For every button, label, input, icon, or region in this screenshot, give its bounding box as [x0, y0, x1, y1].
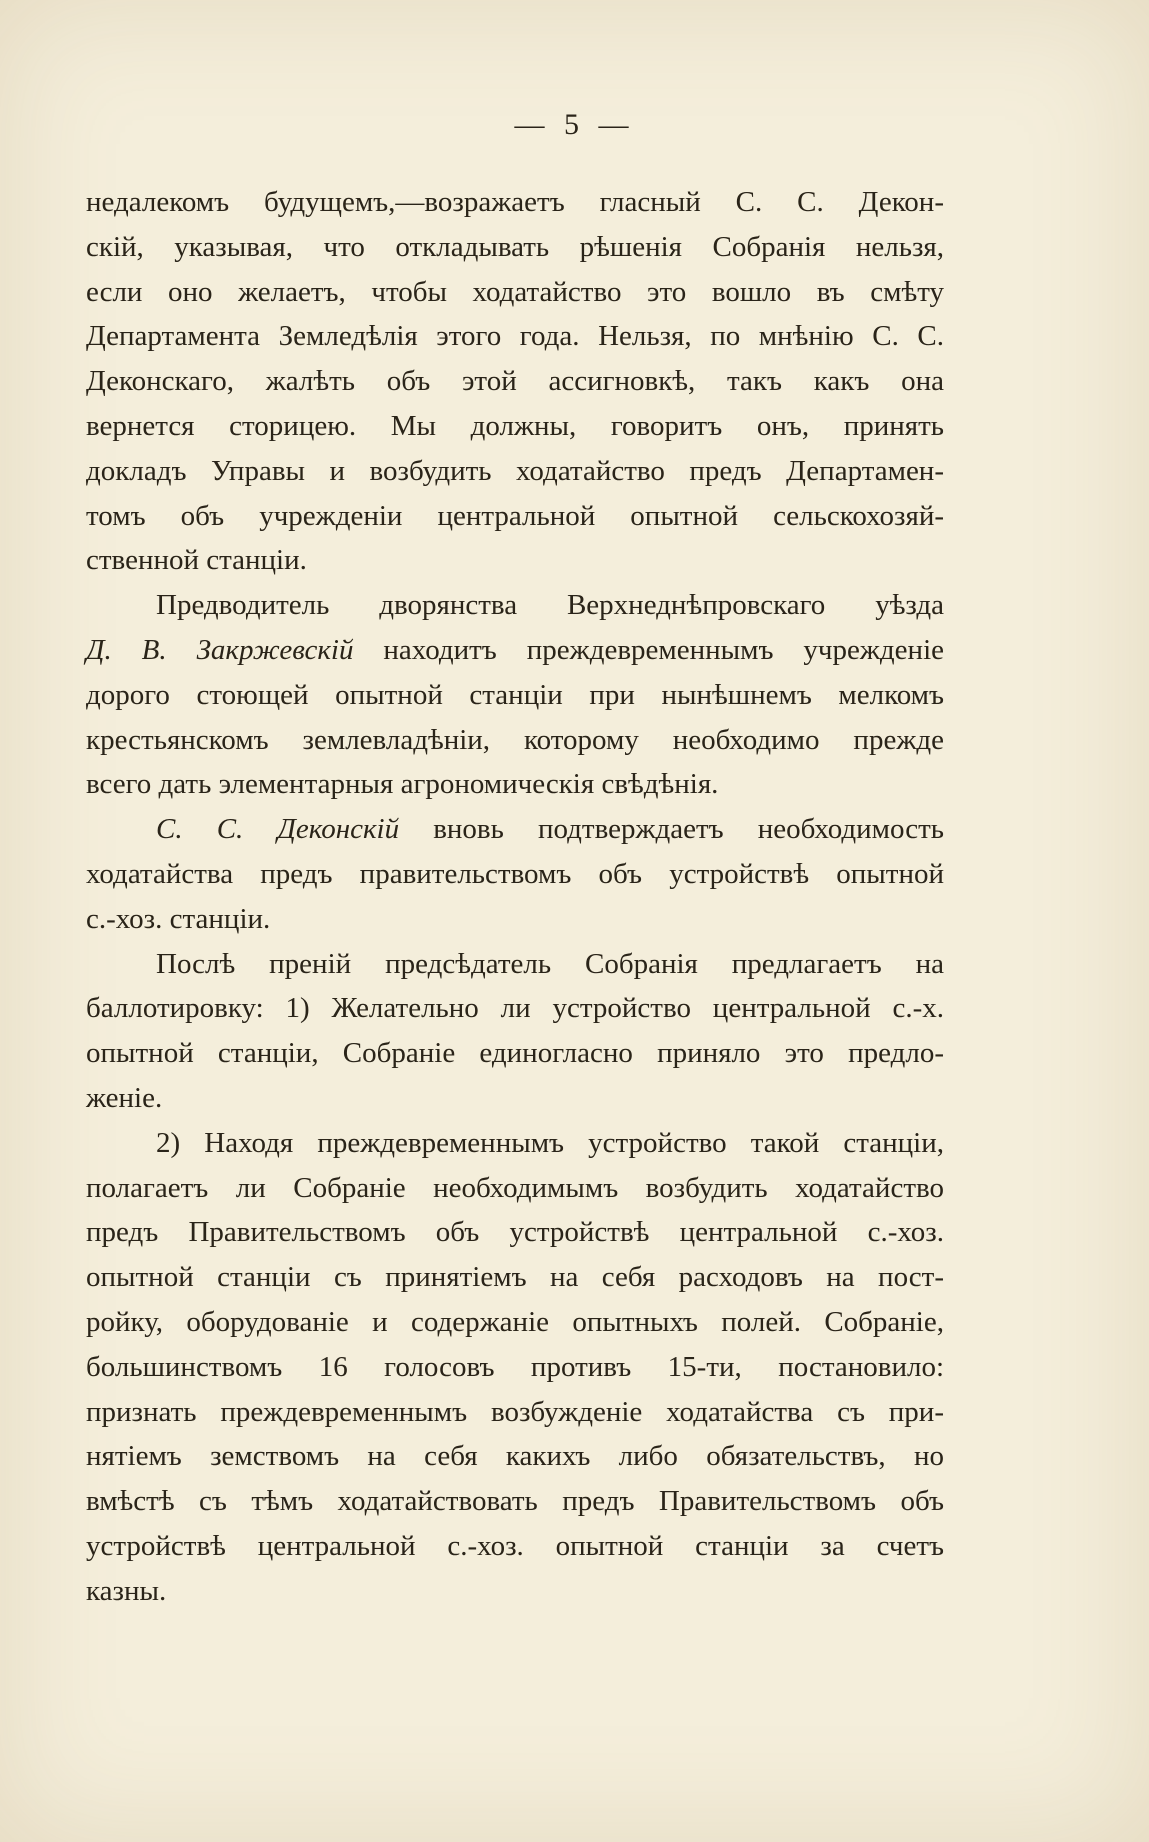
- text-line: опытной станціи съ принятіемъ на себя расходовъ на пост-: [86, 1261, 944, 1294]
- text-line: с.-хоз. станціи.: [86, 902, 271, 935]
- text-line: устройствѣ центральной с.-хоз. опытной станціи за счетъ: [86, 1529, 944, 1562]
- text-line: докладъ Управы и возбудить ходатайство предъ Департамен-: [86, 454, 944, 487]
- text-line: крестьянскомъ землевладѣніи, которому необходимо прежде: [86, 723, 944, 756]
- text-line: признать преждевременнымъ возбужденіе ходатайства съ при-: [86, 1395, 944, 1428]
- text-line: 2) Находя преждевременнымъ устройство такой станціи,: [156, 1126, 944, 1159]
- text-line: Послѣ преній предсѣдатель Собранія предлагаетъ на: [156, 947, 944, 980]
- text-line: дорого стоющей опытной станціи при нынѣшнемъ мелкомъ: [86, 678, 944, 711]
- line-remainder: находитъ преждевременнымъ учрежденіе: [353, 633, 944, 666]
- text-line: Предводитель дворянства Верхнеднѣпровскаго уѣзда: [156, 589, 944, 622]
- text-line: ходатайства предъ правительствомъ объ устройствѣ опытной: [86, 857, 944, 890]
- text-line: ственной станціи.: [86, 544, 307, 577]
- text-line: недалекомъ будущемъ,—возражаетъ гласный С. С. Декон-: [86, 186, 944, 218]
- text-line: Департамента Земледѣлія этого года. Нельзя, по мнѣнію С. С.: [86, 320, 944, 353]
- text-line: ройку, оборудованіе и содержаніе опытныхъ полей. Собраніе,: [86, 1305, 944, 1338]
- text-line: если оно желаетъ, чтобы ходатайство это вошло въ смѣту: [86, 275, 944, 308]
- page-number: — 5 —: [514, 108, 635, 141]
- text-line: вмѣстѣ съ тѣмъ ходатайствовать предъ Правительствомъ объ: [86, 1485, 944, 1518]
- text-line: опытной станціи, Собраніе единогласно приняло это предло-: [86, 1037, 944, 1070]
- text-line: всего дать элементарныя агрономическія свѣдѣнія.: [86, 768, 719, 801]
- text-line: нятіемъ земствомъ на себя какихъ либо обязательствъ, но: [86, 1440, 944, 1473]
- text-line: [86, 628, 944, 673]
- text-line: Деконскаго, жалѣть объ этой ассигновкѣ, такъ какъ она: [86, 365, 944, 398]
- text-line: полагаетъ ли Собраніе необходимымъ возбудить ходатайство: [86, 1171, 944, 1204]
- text-line: женіе.: [86, 1081, 163, 1114]
- line-remainder: вновь подтверждаетъ необходимость: [399, 813, 945, 846]
- speaker-name: С. С. Деконскій: [156, 813, 400, 846]
- text-line: баллотировку: 1) Желательно ли устройство центральной с.-х.: [86, 992, 944, 1025]
- text-line: большинствомъ 16 голосовъ противъ 15-ти, постановило:: [86, 1350, 944, 1383]
- text-line: [86, 807, 944, 852]
- speaker-name: Д. В. Закржевскій: [86, 633, 354, 666]
- text-line: томъ объ учрежденіи центральной опытной сельскохозяй-: [86, 499, 944, 532]
- body-text: [86, 180, 944, 1614]
- text-line: казны.: [86, 1574, 167, 1607]
- text-line: вернется сторицею. Мы должны, говоритъ онъ, принять: [86, 409, 944, 442]
- text-line: скій, указывая, что откладывать рѣшенія Собранія нельзя,: [86, 230, 944, 263]
- text-line: предъ Правительствомъ объ устройствѣ центральной с.-хоз.: [86, 1216, 944, 1249]
